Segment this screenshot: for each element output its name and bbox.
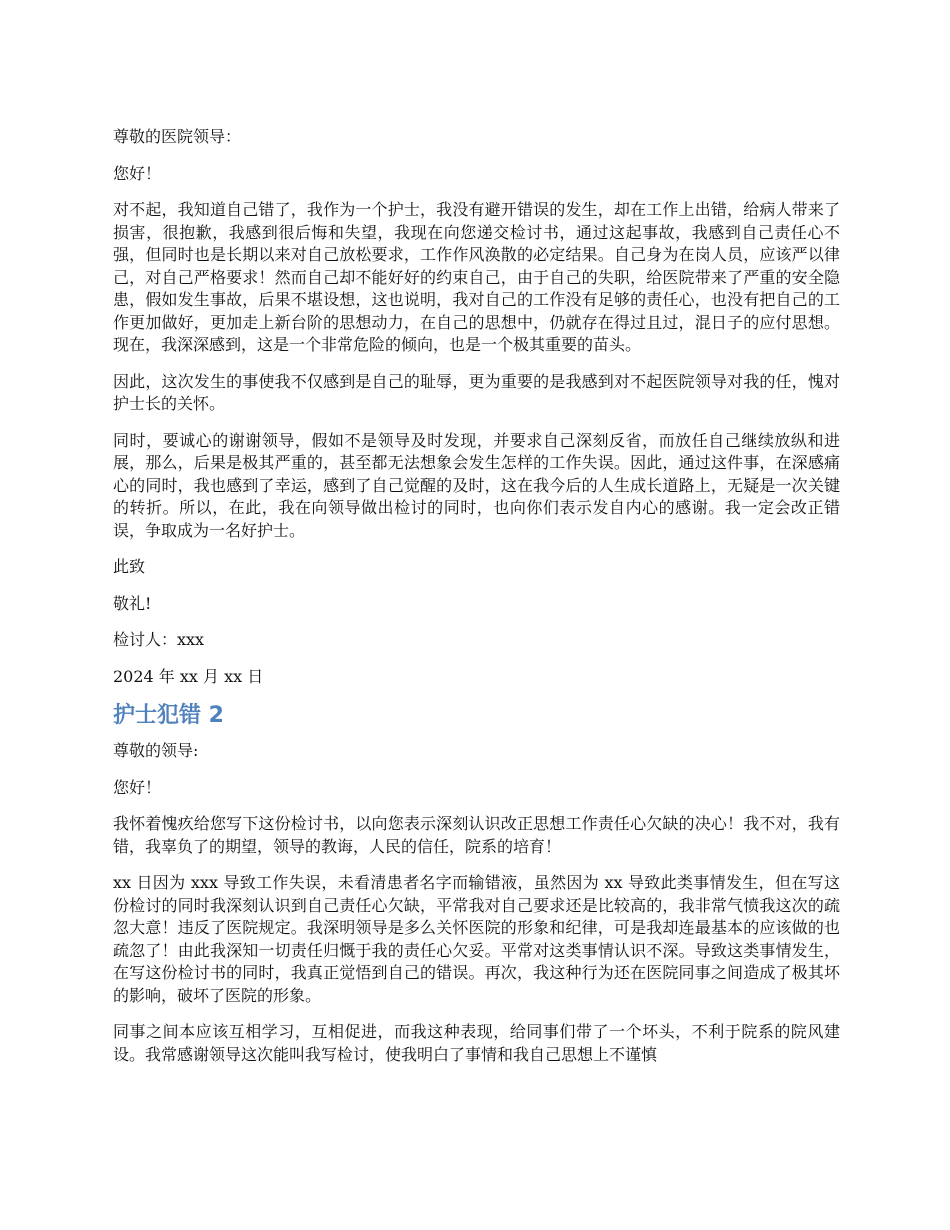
greeting: 您好！ (113, 163, 162, 183)
signature: 检讨人：xxx (113, 630, 205, 649)
document-page (113, 126, 840, 1080)
body-paragraph: 同事之间本应该互相学习，互相促进，而我这种表现，给同事们带了一个坏头，不利于院系的院风建设。我常感谢领导这次能叫我写检讨，使我明白了事情和我自己思想上不谨慎 (113, 1022, 840, 1064)
salutation: 尊敬的医院领导： (113, 127, 242, 146)
closing-line: 此致 (113, 557, 146, 576)
body-paragraph: 因此，这次发生的事使我不仅感到是自己的耻辱，更为重要的是我感到对不起医院领导对我的任，愧对护士长的关怀。 (113, 371, 840, 413)
greeting: 您好！ (113, 777, 162, 797)
section-heading: 护士犯错 2 (113, 703, 224, 728)
salutation: 尊敬的领导: (113, 741, 199, 760)
body-paragraph: 我怀着愧疚给您写下这份检讨书，以向您表示深刻认识改正思想工作责任心欠缺的决心！我不对，我有错，我辜负了的期望，领导的教诲，人民的信任，院系的培育！ (113, 814, 840, 856)
date: 2024 年 xx 月 xx 日 (113, 666, 264, 686)
closing-salute: 敬礼! (113, 593, 152, 613)
body-paragraph: 对不起，我知道自己错了，我作为一个护士，我没有避开错误的发生，却在工作上出错，给病人带来了损害，很抱歉，我感到很后悔和失望，我现在向您递交检讨书，通过这起事故，我感到自己责任心不强，但同时也是长期以来对自己放松要求，工作作风涣散的必定结果。自己身为在岗人员，应该严以律己，对自己严格要求！然而自己却不能好好的约束自己，由于自己的失职，给医院带来了严重的安全隐患，假如发生事故，后果不堪设想，这也说明，我对自己的工作没有足够的责任心，也没有把自己的工作更加做好，更加走上新台阶的思想动力，在自己的思想中，仍就存在得过且过，混日子的应付思想。现在，我深深感到，这是一个非常危险的倾向，也是一个极其重要的苗头。 (113, 200, 840, 354)
body-paragraph: 同时，要诚心的谢谢领导，假如不是领导及时发现，并要求自己深刻反省，而放任自己继续放纵和进展，那么，后果是极其严重的，甚至都无法想象会发生怎样的工作失误。因此，通过这件事，在深感痛心的同时，我也感到了幸运，感到了自己觉醒的及时，这在我今后的人生成长道路上，无疑是一次关键的转折。所以，在此，我在向领导做出检讨的同时，也向你们表示发自内心的感谢。我一定会改正错误，争取成为一名好护士。 (113, 430, 840, 540)
body-paragraph: xx 日因为 xxx 导致工作失误，未看清患者名字而输错液，虽然因为 xx 导致此类事情发生，但在写这份检讨的同时我深刻认识到自己责任心欠缺，平常我对自己要求还是比较高的，我非常气愤我这次的疏忽大意！违反了医院规定。我深明领导是多么关怀医院的形象和纪律，可是我却连最基本的应该做的也疏忽了！由此我深知一切责任归慨于我的责任心欠妥。平常对这类事情认识不深。导致这类事情发生，在写这份检讨书的同时，我真正觉悟到自己的错误。再次，我这种行为还在医院同事之间造成了极其坏的影响，破坏了医院的形象。 (113, 873, 840, 1005)
